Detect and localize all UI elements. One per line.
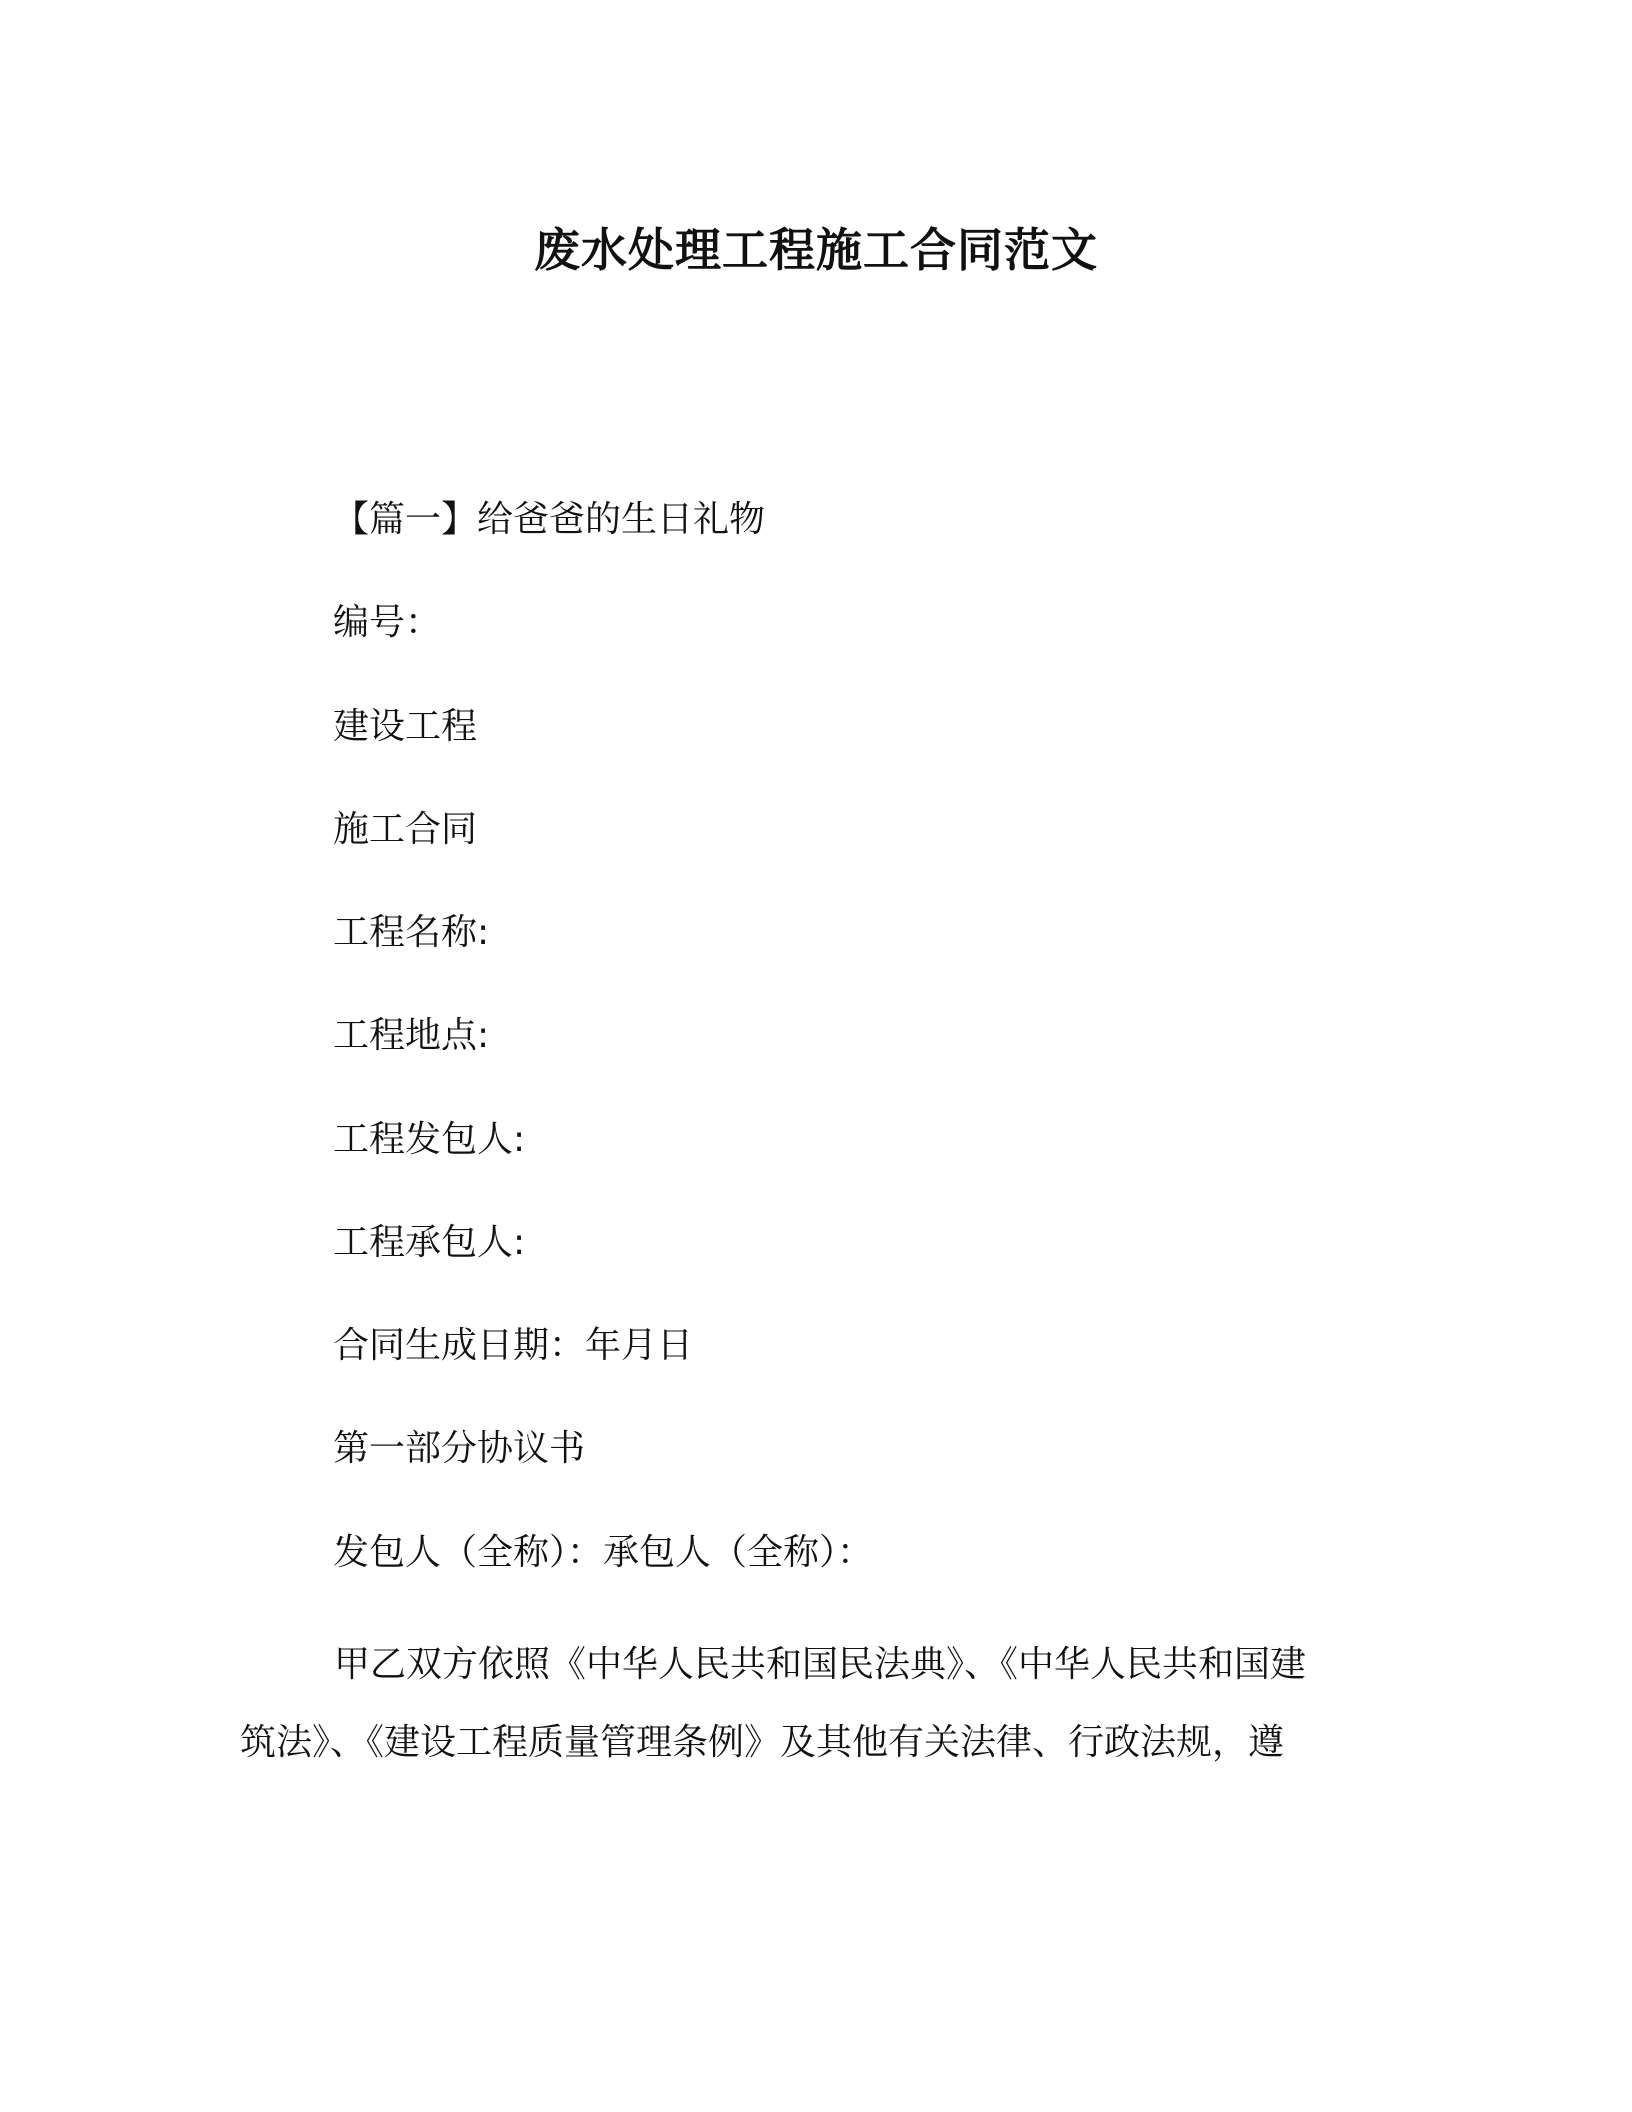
field-number-label: 编号： xyxy=(333,602,442,643)
section-heading: 【篇一】给爸爸的生日礼物 xyxy=(333,499,766,540)
field-project-location: 工程地点: xyxy=(333,1015,490,1056)
paragraph-line-1 xyxy=(240,1626,1380,1704)
parties-line: 发包人（全称）：承包人（全称）： xyxy=(333,1532,874,1573)
part-one-heading: 第一部分协议书 xyxy=(333,1428,586,1469)
field-project-employer: 工程发包人: xyxy=(333,1119,526,1160)
body-paragraph xyxy=(240,1626,1380,1782)
construction-project-line: 建设工程 xyxy=(333,706,478,747)
field-project-name: 工程名称: xyxy=(333,912,490,953)
construction-contract-line: 施工合同 xyxy=(333,809,478,850)
document-title: 废水处理工程施工合同范文 xyxy=(534,223,1098,277)
field-contract-date: 合同生成日期：年月日 xyxy=(333,1325,694,1366)
paragraph-line-1-text: 甲乙双方依照《中华人民共和国民法典》、《中华人民共和国建 xyxy=(334,1644,1307,1685)
paragraph-line-2: 筑法》、《建设工程质量管理条例》及其他有关法律、行政法规，遵 xyxy=(240,1722,1285,1763)
field-project-contractor: 工程承包人: xyxy=(333,1222,526,1263)
